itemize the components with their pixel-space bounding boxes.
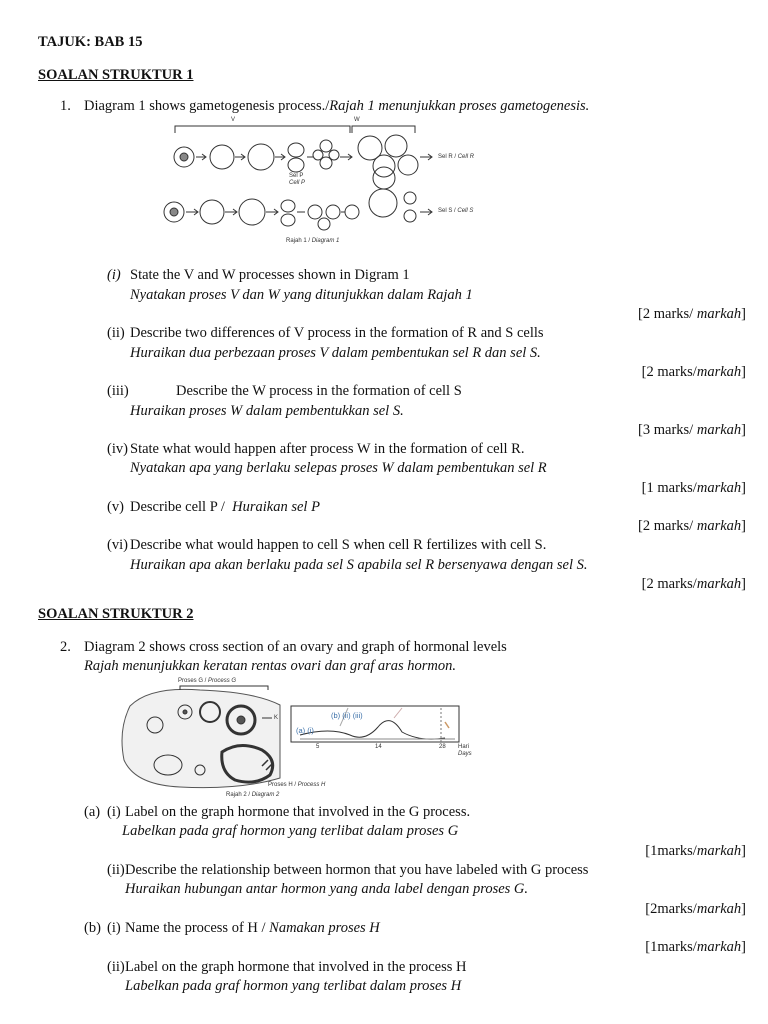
tick-14: 14 xyxy=(375,744,382,750)
part-text-ms: Labelkan pada graf hormon yang terlibat dalam proses H xyxy=(125,978,462,994)
page-title: TAJUK: BAB 15 xyxy=(38,34,143,50)
marks: [3 marks/ markah] xyxy=(638,422,746,438)
part-text-ms: Nyatakan apa yang berlaku selepas proses W dalam pembentukan sel R xyxy=(130,460,547,476)
question-2-number: 2. xyxy=(60,639,71,655)
part-text: Describe two differences of V process in the formation of R and S cells xyxy=(130,325,544,341)
part-text: Name the process of H / Namakan proses H xyxy=(125,920,380,936)
part-number: (ii) xyxy=(107,325,125,341)
part-text-ms: Nyatakan proses V dan W yang ditunjukkan dalam Rajah 1 xyxy=(130,287,473,303)
section-2-title: SOALAN STRUKTUR 2 xyxy=(38,606,194,622)
marks: [2marks/markah] xyxy=(645,901,746,917)
part-text: Describe the relationship between hormon that you have labeled with G process xyxy=(125,862,589,878)
part-number: (ii) xyxy=(107,959,125,975)
marks: [1marks/markah] xyxy=(645,939,746,955)
label-process-h: Proses H / Process H xyxy=(268,782,326,788)
part-number: (i) xyxy=(107,267,121,283)
part-text-ms: Huraikan proses W dalam pembentukkan sel S. xyxy=(130,403,404,419)
part-text: State what would happen after process W in the formation of cell R. xyxy=(130,441,525,457)
question-1-number: 1. xyxy=(60,98,71,114)
label-w: W xyxy=(354,117,360,123)
tick-28: 28 xyxy=(439,744,446,750)
part-text: State the V and W processes shown in Digram 1 xyxy=(130,267,410,283)
part-text-ms: Huraikan dua perbezaan proses V dalam pembentukan sel R dan sel S. xyxy=(130,345,541,361)
label-k: K xyxy=(274,715,279,721)
part-number: (ii) xyxy=(107,862,125,878)
question-2-text-ms: Rajah menunjukkan keratan rentas ovari dan graf aras hormon. xyxy=(84,658,457,674)
label-cell-r: Sel R / Cell R xyxy=(438,154,475,160)
diagram-2-caption: Rajah 2 / Diagram 2 xyxy=(226,792,280,798)
part-number: (vi) xyxy=(107,537,128,553)
marks: [2 marks/markah] xyxy=(641,576,746,592)
marks: [1marks/markah] xyxy=(645,843,746,859)
marks: [2 marks/ markah] xyxy=(638,518,746,534)
part-text: Label on the graph hormone that involved in the G process. xyxy=(125,804,471,820)
label-sel-p: Sel P xyxy=(289,173,304,179)
part-text: Describe cell P / Huraikan sel P xyxy=(130,499,320,515)
part-text-ms: Labelkan pada graf hormon yang terlibat dalam proses G xyxy=(122,823,459,839)
axis-days: Days xyxy=(458,751,472,757)
marks: [1 marks/markah] xyxy=(641,480,746,496)
part-number: (v) xyxy=(107,499,124,515)
question-2-text: Diagram 2 shows cross section of an ovary and graph of hormonal levels xyxy=(84,639,507,655)
part-number: (iv) xyxy=(107,441,128,457)
part-number: (i) xyxy=(107,920,121,936)
graph-label-a: (a) (i) xyxy=(296,726,314,735)
part-text: Label on the graph hormone that involved in the process H xyxy=(125,959,467,975)
marks: [2 marks/ markah] xyxy=(638,306,746,322)
tick-5: 5 xyxy=(316,744,320,750)
question-1-text: Diagram 1 shows gametogenesis process./Rajah 1 menunjukkan proses gametogenesis. xyxy=(84,98,590,114)
axis-hari: Hari xyxy=(458,744,470,750)
part-text: Describe the W process in the formation of cell S xyxy=(176,383,462,399)
graph-label-b: (b) (ii) (iii) xyxy=(331,711,363,720)
label-cell-p: Cell P xyxy=(289,180,306,186)
question-2-part-b-label: (b) xyxy=(84,920,101,936)
marks: [2 marks/markah] xyxy=(641,364,746,380)
label-v: V xyxy=(231,117,236,123)
part-number: (iii) xyxy=(107,383,129,399)
question-2-part-a-label: (a) xyxy=(84,804,101,820)
diagram-1-caption: Rajah 1 / Diagram 1 xyxy=(286,238,340,244)
label-process-g: Proses G / Process G xyxy=(178,678,237,684)
section-1-title: SOALAN STRUKTUR 1 xyxy=(38,67,194,83)
label-cell-s: Sel S / Cell S xyxy=(438,208,474,214)
part-number: (i) xyxy=(107,804,121,820)
part-text-ms: Huraikan hubungan antar hormon yang anda label dengan proses G. xyxy=(125,881,529,897)
part-text-ms: Huraikan apa akan berlaku pada sel S apabila sel R bersenyawa dengan sel S. xyxy=(130,557,588,573)
part-text: Describe what would happen to cell S when cell R fertilizes with cell S. xyxy=(130,537,547,553)
